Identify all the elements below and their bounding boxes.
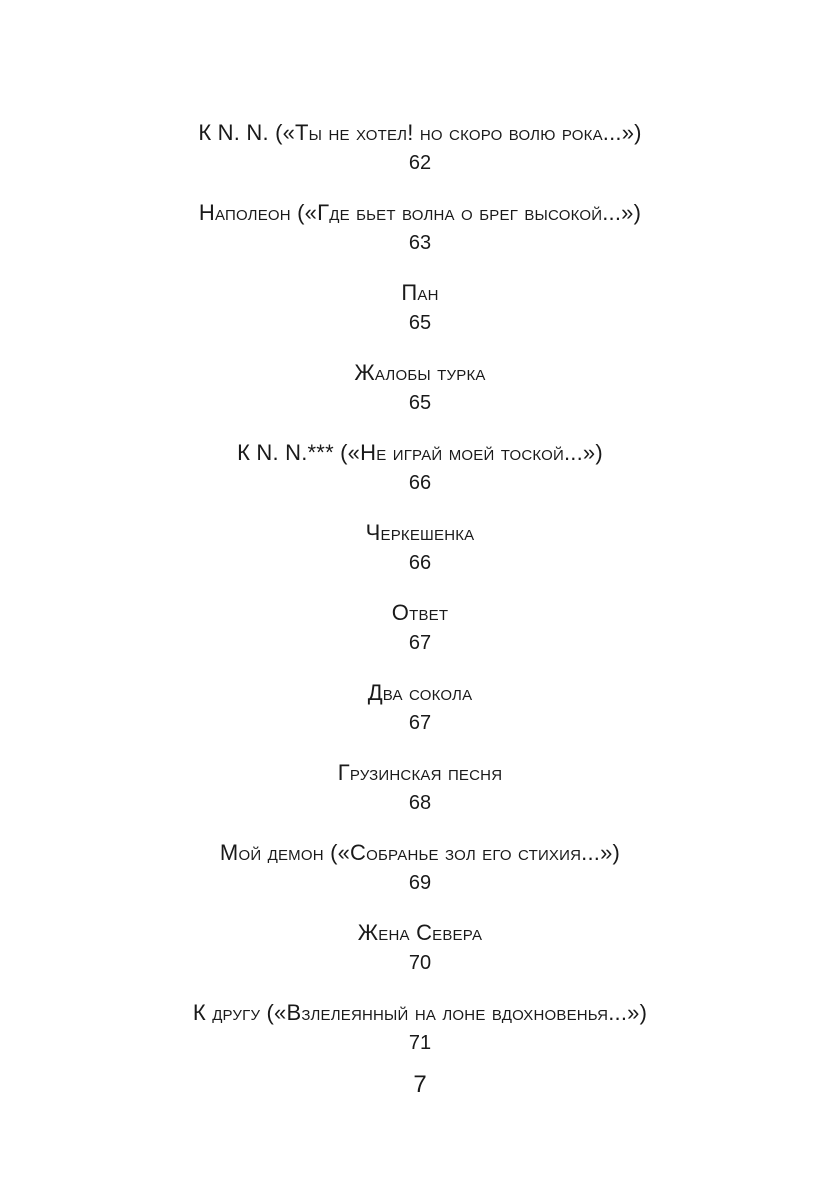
toc-entry-page: 69 — [408, 872, 432, 894]
toc-entry-title: К другу («Взлелеянный на лоне вдохновенья...») — [192, 1000, 648, 1025]
toc-entry-page: 71 — [408, 1032, 432, 1054]
toc-entry — [0, 998, 840, 1058]
page-number: 7 — [413, 1071, 427, 1098]
toc-entry-title: Мой демон («Собранье зол его стихия...») — [219, 840, 621, 865]
toc-entry — [0, 918, 840, 978]
toc-entry-title: К N. N. («Ты не хотел! но скоро волю рока...») — [198, 120, 642, 145]
toc-entry-title: К N. N.*** («Не играй моей тоской...») — [237, 440, 603, 465]
toc-entry — [0, 678, 840, 738]
toc-entry — [0, 118, 840, 178]
toc-entry-page: 66 — [408, 552, 432, 574]
toc-entry-title: Жалобы турка — [354, 360, 486, 385]
toc-entry-title: Два сокола — [367, 680, 473, 705]
toc-entry-page: 67 — [408, 712, 432, 734]
toc-entry-title: Наполеон («Где бьет волна о брег высокой...») — [198, 200, 642, 225]
toc-entry-page: 70 — [408, 952, 432, 974]
toc-entry-page: 62 — [408, 152, 432, 174]
toc-entry-page: 63 — [408, 232, 432, 254]
toc-entry — [0, 518, 840, 578]
toc-entry — [0, 198, 840, 258]
toc-entry — [0, 598, 840, 658]
table-of-contents — [0, 118, 840, 1078]
toc-entry-title: Черкешенка — [365, 520, 475, 545]
toc-entry-page: 65 — [408, 392, 432, 414]
toc-entry — [0, 838, 840, 898]
toc-entry-page: 65 — [408, 312, 432, 334]
toc-entry — [0, 758, 840, 818]
toc-entry — [0, 278, 840, 338]
toc-entry-page: 67 — [408, 632, 432, 654]
toc-entry-title: Ответ — [391, 600, 449, 625]
toc-entry-page: 66 — [408, 472, 432, 494]
toc-entry — [0, 358, 840, 418]
toc-entry-title: Жена Севера — [357, 920, 483, 945]
toc-entry-page: 68 — [408, 792, 432, 814]
toc-entry-title: Пан — [401, 280, 439, 305]
toc-entry — [0, 438, 840, 498]
toc-entry-title: Грузинская песня — [337, 760, 503, 785]
